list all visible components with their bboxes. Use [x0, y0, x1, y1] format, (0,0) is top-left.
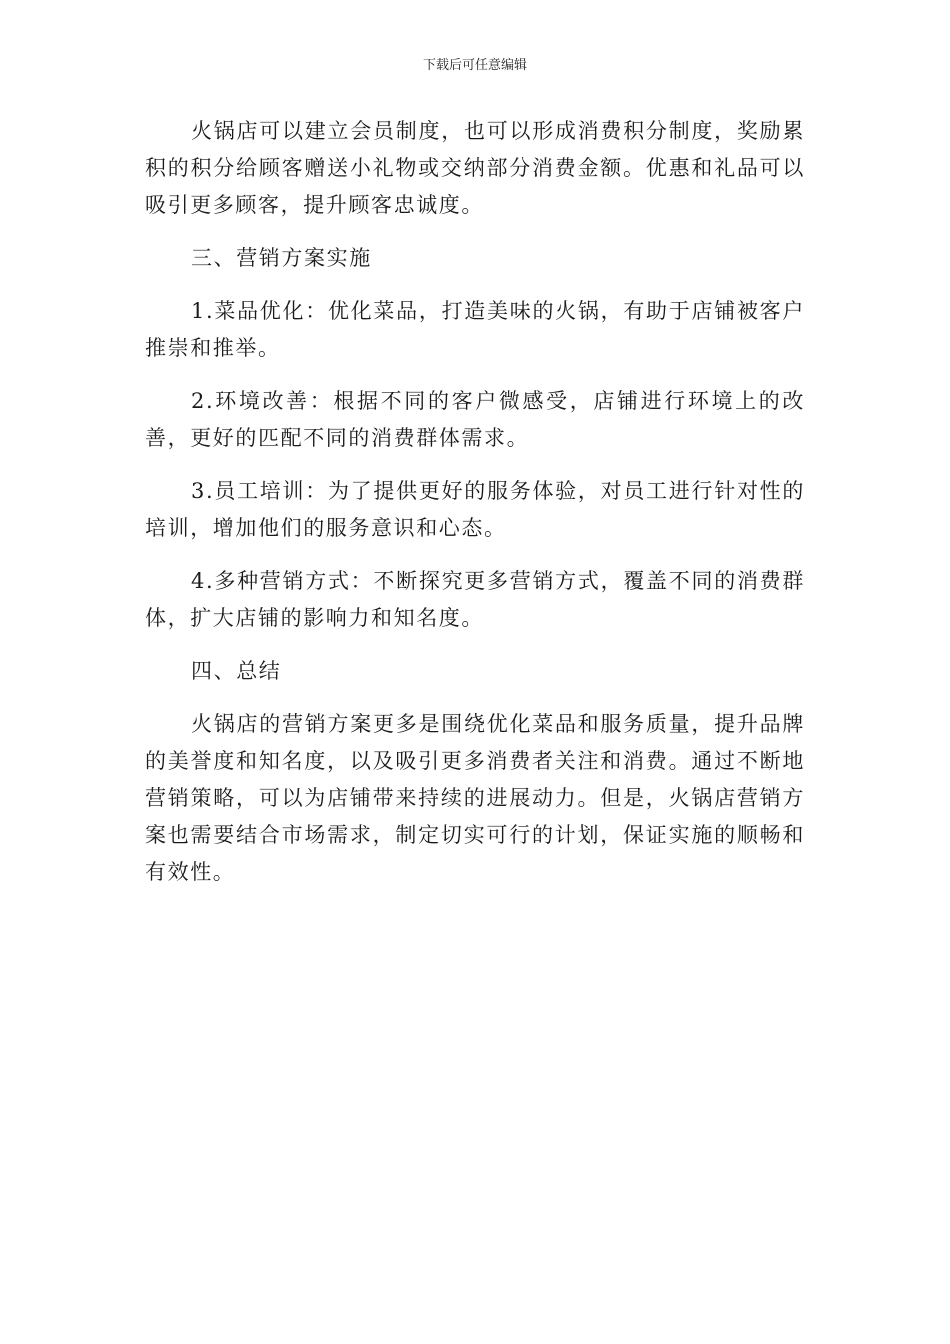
spacer — [145, 457, 805, 473]
spacer — [145, 277, 805, 293]
spacer — [145, 547, 805, 563]
paragraph-summary: 火锅店的营销方案更多是围绕优化菜品和服务质量，提升品牌的美誉度和知名度，以及吸引更多消费者关注和消费。通过不断地营销策略，可以为店铺带来持续的进展动力。但是，火锅店营销方案也需要结合市场需求，制定切实可行的计划，保证实施的顺畅和有效性。 — [145, 712, 805, 884]
paragraph-membership: 火锅店可以建立会员制度，也可以形成消费积分制度，奖励累积的积分给顾客赠送小礼物或交纳部分消费金额。优惠和礼品可以吸引更多顾客，提升顾客忠诚度。 — [145, 119, 805, 217]
list-item-staff-training: 3.员工培训：为了提供更好的服务体验，对员工进行针对性的培训，增加他们的服务意识和心态。 — [145, 479, 805, 540]
header-note: 下载后可任意编辑 — [422, 58, 527, 73]
list-item-marketing-methods: 4.多种营销方式：不断探究更多营销方式，覆盖不同的消费群体，扩大店铺的影响力和知名度。 — [145, 569, 805, 630]
spacer — [145, 367, 805, 383]
document-body — [145, 113, 805, 891]
spacer — [145, 637, 805, 653]
section-heading-implementation: 三、营销方案实施 — [191, 246, 372, 270]
list-item-environment-improvement: 2.环境改善：根据不同的客户微感受，店铺进行环境上的改善，更好的匹配不同的消费群体需求。 — [145, 389, 805, 450]
list-item-menu-optimization: 1.菜品优化：优化菜品，打造美味的火锅，有助于店铺被客户推崇和推举。 — [145, 299, 805, 360]
section-heading-summary: 四、总结 — [191, 659, 282, 683]
spacer — [145, 690, 805, 706]
spacer — [145, 224, 805, 240]
